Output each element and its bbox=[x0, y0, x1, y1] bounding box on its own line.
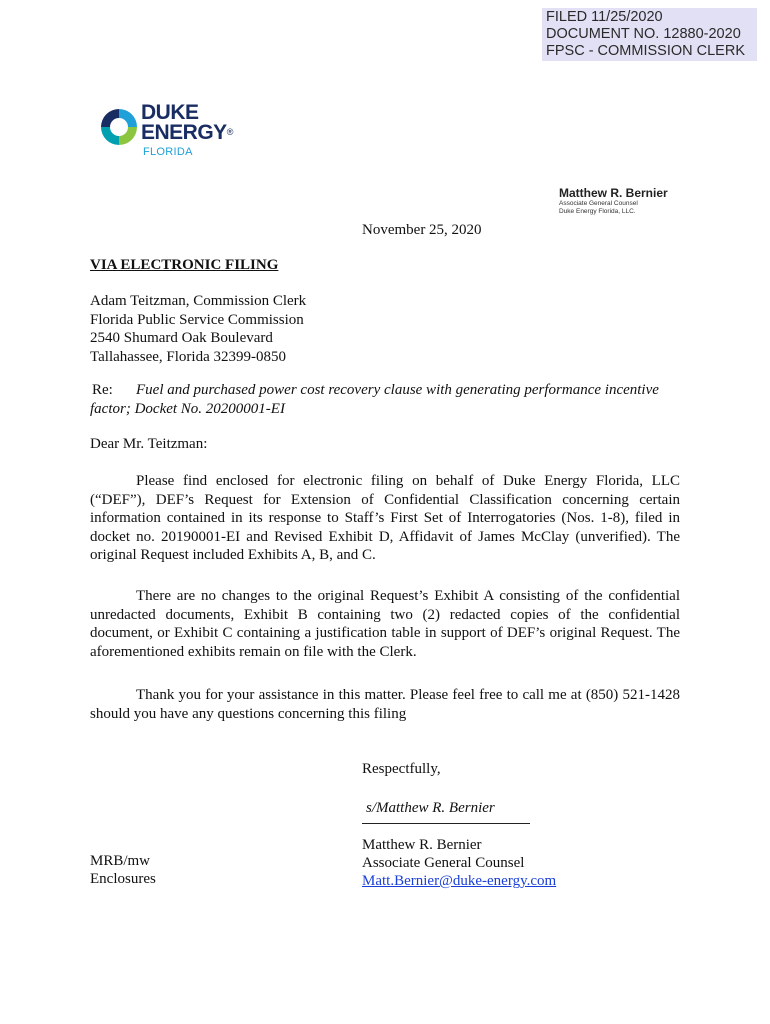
duke-energy-swirl-icon bbox=[98, 106, 140, 148]
letter-date: November 25, 2020 bbox=[362, 222, 482, 238]
electronic-signature: s/Matthew R. Bernier bbox=[366, 800, 495, 816]
recipient-line-3: 2540 Shumard Oak Boulevard bbox=[90, 330, 273, 346]
signer-block bbox=[362, 836, 556, 890]
re-text-2: factor; Docket No. 20200001-EI bbox=[90, 400, 285, 417]
typist-initials: MRB/mw bbox=[90, 853, 151, 869]
signer-email-link[interactable]: Matt.Bernier@duke-energy.com bbox=[362, 873, 557, 889]
sender-company: Duke Energy Florida, LLC. bbox=[559, 208, 636, 215]
re-label: Re: bbox=[92, 382, 113, 398]
recipient-line-1: Adam Teitzman, Commission Clerk bbox=[90, 293, 307, 309]
sender-block bbox=[559, 186, 668, 216]
paragraph-2: There are no changes to the original Request’s Exhibit A consisting of the confidential unredacted documents, Exhibit B containing two (2) redacted copies of the confidential document, or Exhibit C containing a justification table in support of DEF’s original Request. The aforementioned exhibits remain on file with the Clerk. bbox=[90, 588, 680, 660]
sender-title: Associate General Counsel bbox=[559, 200, 638, 207]
initials-block bbox=[90, 852, 156, 888]
stamp-filed-date: FILED 11/25/2020 bbox=[546, 9, 663, 25]
recipient-line-2: Florida Public Service Commission bbox=[90, 311, 304, 328]
stamp-document-number: DOCUMENT NO. 12880-2020 bbox=[546, 26, 741, 42]
delivery-heading: VIA ELECTRONIC FILING bbox=[90, 257, 279, 273]
signer-title: Associate General Counsel bbox=[362, 855, 525, 871]
paragraph-3: Thank you for your assistance in this matter. Please feel free to call me at (850) 521-1428 should you have any questions concerning this filing bbox=[90, 687, 680, 722]
duke-energy-logo bbox=[98, 102, 238, 162]
recipient-line-4: Tallahassee, Florida 32399-0850 bbox=[90, 348, 286, 365]
sender-name: Matthew R. Bernier bbox=[559, 186, 668, 200]
closing: Respectfully, bbox=[362, 761, 441, 777]
signature-line bbox=[362, 823, 530, 824]
subject-line bbox=[90, 381, 690, 418]
stamp-clerk: FPSC - COMMISSION CLERK bbox=[546, 43, 745, 59]
paragraph-1: Please find enclosed for electronic filing on behalf of Duke Energy Florida, LLC (“DEF”), DEF’s Request for Extension of Confidential Classification concerning certain information contained in its response to Staff’s First Set of Interrogatories (Nos. 1-8), filed in docket no. 20190001-EI and Revised Exhibit D, Affidavit of James McClay (unverified). The original Request included Exhibits A, B, and C. bbox=[90, 473, 680, 563]
logo-text-duke: DUKE bbox=[141, 101, 199, 124]
enclosures-note: Enclosures bbox=[90, 871, 156, 887]
logo-text-florida: FLORIDA bbox=[143, 146, 193, 158]
salutation: Dear Mr. Teitzman: bbox=[90, 436, 208, 452]
recipient-address bbox=[90, 292, 680, 366]
filing-stamp bbox=[542, 8, 757, 61]
re-text-1: Fuel and purchased power cost recovery clause with generating performance incentive bbox=[136, 382, 659, 398]
signer-name: Matthew R. Bernier bbox=[362, 837, 482, 853]
logo-text-energy: ENERGY® bbox=[141, 121, 233, 144]
